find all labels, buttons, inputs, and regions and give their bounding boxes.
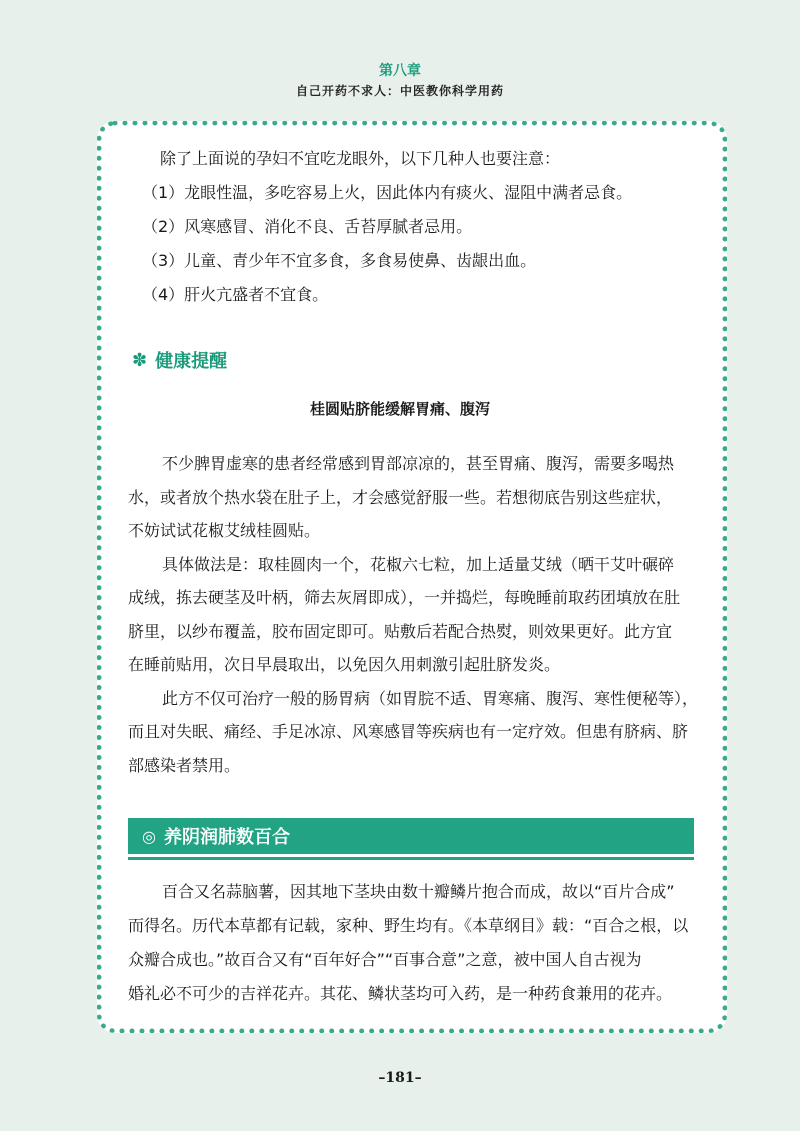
section-title: 养阴润肺数百合	[163, 827, 290, 848]
page-number: –181–	[378, 1070, 422, 1086]
intro-item: （4）肝火亢盛者不宜食。	[142, 285, 329, 304]
intro-item: （1）龙眼性温，多吃容易上火，因此体内有痰火、湿阻中满者忌食。	[142, 183, 633, 202]
tip-line: 不少脾胃虚寒的患者经常感到胃部凉凉的，甚至胃痛、腹泻，需要多喝热	[162, 454, 675, 473]
banner-underline	[128, 857, 694, 860]
intro-item: （3）儿童、青少年不宜多食，多食易使鼻、齿龈出血。	[142, 251, 537, 270]
article-title: 桂圆贴脐能缓解胃痛、腹泻	[309, 400, 490, 418]
section-line: 婚礼必不可少的吉祥花卉。其花、鳞状茎均可入药，是一种药食兼用的花卉。	[128, 984, 673, 1003]
double-circle-icon: ◎	[142, 826, 156, 846]
chapter-title: 第八章	[379, 63, 421, 79]
tip-line: 部感染者禁用。	[128, 756, 241, 775]
intro-lead: 除了上面说的孕妇不宜吃龙眼外，以下几种人也要注意：	[160, 149, 561, 168]
tip-line: 成绒，拣去硬茎及叶柄，筛去灰屑即成），一并捣烂，每晚睡前取药团填放在肚	[128, 588, 681, 607]
tip-line: 水，或者放个热水袋在肚子上，才会感觉舒服一些。若想彻底告别这些症状，	[128, 488, 673, 507]
tip-line: 在睡前贴用，次日早晨取出，以免因久用刺激引起肚脐发炎。	[128, 655, 561, 674]
section-banner	[128, 818, 694, 854]
section-line: 众瓣合成也。”故百合又有“百年好合”“百事合意”之意，被中国人自古视为	[128, 950, 642, 969]
tip-line: 不妨试试花椒艾绒桂圆贴。	[128, 521, 321, 540]
book-subtitle: 自己开药不求人：中医教你科学用药	[295, 84, 504, 98]
tip-line: 而且对失眠、痛经、手足冰凉、风寒感冒等疾病也有一定疗效。但患有脐病、脐	[128, 722, 689, 741]
section-line: 百合又名蒜脑薯，因其地下茎块由数十瓣鳞片抱合而成，故以“百片合成”	[162, 882, 675, 901]
tip-line: 具体做法是：取桂圆肉一个，花椒六七粒，加上适量艾绒（晒干艾叶碾碎	[162, 555, 675, 574]
health-tip-label: 健康提醒	[155, 351, 228, 372]
flower-icon: ✽	[132, 349, 148, 371]
tip-line: 此方不仅可治疗一般的肠胃病（如胃脘不适、胃寒痛、腹泻、寒性便秘等），	[162, 689, 699, 708]
tip-line: 脐里，以纱布覆盖，胶布固定即可。贴敷后若配合热熨，则效果更好。此方宜	[128, 622, 673, 641]
health-tip-heading	[132, 347, 227, 373]
section-line: 而得名。历代本草都有记载，家种、野生均有。《本草纲目》载：“百合之根，以	[128, 916, 689, 935]
intro-item: （2）风寒感冒、消化不良、舌苔厚腻者忌用。	[142, 217, 473, 236]
